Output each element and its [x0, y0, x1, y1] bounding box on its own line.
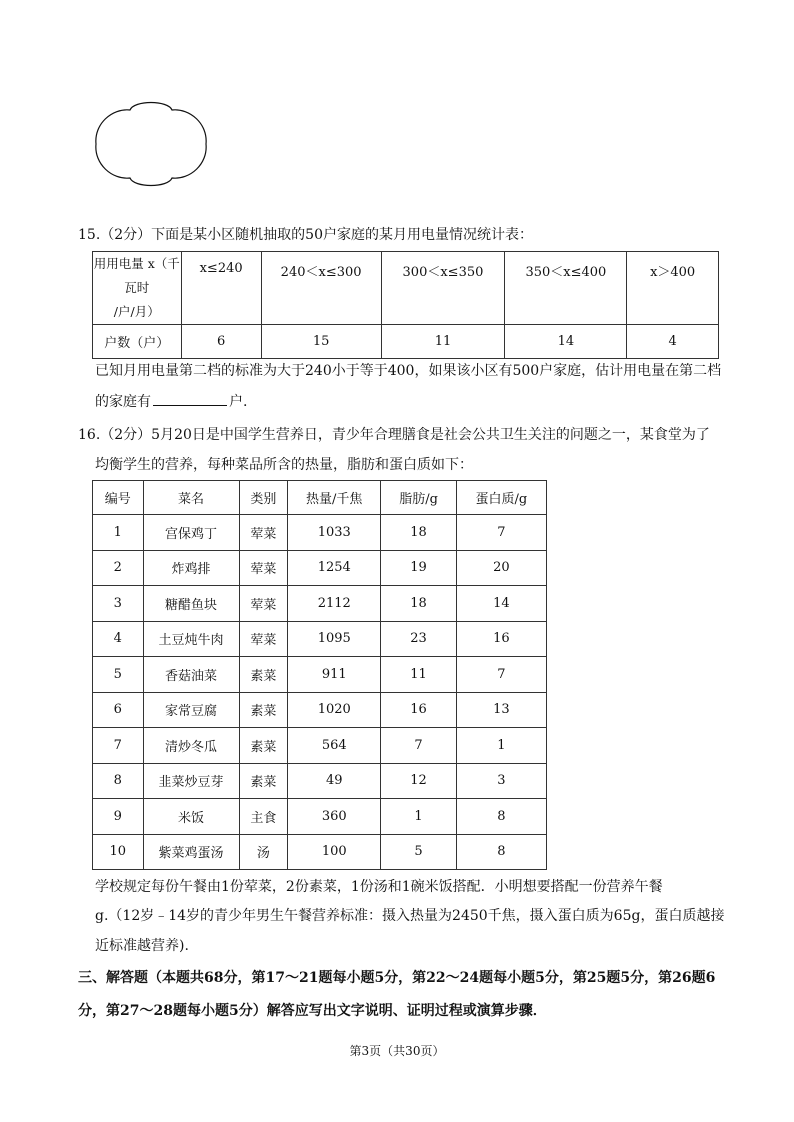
table-cell: 荤菜 — [239, 586, 288, 622]
table-cell: 10 — [93, 834, 144, 870]
page-footer: 第3页（共30页） — [349, 1044, 445, 1058]
table-cell: 1033 — [288, 515, 381, 551]
range-cell: 300＜x≤350 — [381, 252, 505, 325]
header-cell: 菜名 — [143, 481, 239, 515]
table-cell: 11 — [381, 657, 456, 693]
header-cell: 脂肪/g — [381, 481, 456, 515]
table-cell: 1095 — [288, 621, 381, 657]
electricity-table — [92, 251, 719, 359]
count-header: 户数（户） — [93, 325, 182, 359]
table-cell: 1020 — [288, 692, 381, 728]
table-cell: 16 — [456, 621, 546, 657]
table-row — [93, 834, 547, 870]
table-cell: 素菜 — [239, 763, 288, 799]
table-cell: 2 — [93, 550, 144, 586]
table-cell: 清炒冬瓜 — [143, 728, 239, 764]
table-cell: 23 — [381, 621, 456, 657]
table-cell: 5 — [381, 834, 456, 870]
header-cell: 热量/千焦 — [288, 481, 381, 515]
table-cell: 紫菜鸡蛋汤 — [143, 834, 239, 870]
table-cell: 主食 — [239, 799, 288, 835]
table-row — [93, 692, 547, 728]
q15-line1: 已知月用电量第二档的标准为大于240小于等于400，如果该小区有500户家庭，估计用电量在第二档 — [95, 363, 722, 379]
header-cell: 类别 — [239, 481, 288, 515]
table-cell: 4 — [93, 621, 144, 657]
table-cell: 荤菜 — [239, 621, 288, 657]
table-cell: 49 — [288, 763, 381, 799]
table-cell: 8 — [456, 834, 546, 870]
usage-header: 用用电量 x（千瓦时 /户/月） — [93, 252, 182, 325]
count-cell: 11 — [381, 325, 505, 359]
table-cell: 13 — [456, 692, 546, 728]
table-cell: 荤菜 — [239, 515, 288, 551]
table-cell: 3 — [456, 763, 546, 799]
table-cell: 韭菜炒豆芽 — [143, 763, 239, 799]
table-cell: 1 — [456, 728, 546, 764]
table-row — [93, 657, 547, 693]
section3-line2: 分，第27～28题每小题5分）解答应写出文字说明、证明过程或演算步骤． — [78, 1003, 547, 1019]
count-cell: 6 — [181, 325, 261, 359]
table-cell: 16 — [381, 692, 456, 728]
table-cell: 564 — [288, 728, 381, 764]
table-cell: 炸鸡排 — [143, 550, 239, 586]
table-cell: 18 — [381, 515, 456, 551]
table-cell: 12 — [381, 763, 456, 799]
table-cell: 素菜 — [239, 692, 288, 728]
q16-intro-line1: 16.（2分）5月20日是中国学生营养日，青少年合理膳食是社会公共卫生关注的问题之一，某食堂为了 — [78, 427, 710, 443]
table-cell: 8 — [93, 763, 144, 799]
table-row — [93, 763, 547, 799]
table-cell: 7 — [456, 515, 546, 551]
table-row — [93, 621, 547, 657]
table-cell: 6 — [93, 692, 144, 728]
table-cell: 7 — [381, 728, 456, 764]
four-leaf-figure — [90, 98, 212, 190]
table-cell: 7 — [456, 657, 546, 693]
table-cell: 20 — [456, 550, 546, 586]
table-cell: 911 — [288, 657, 381, 693]
table-cell: 5 — [93, 657, 144, 693]
food-table — [92, 480, 547, 870]
table-cell: 素菜 — [239, 728, 288, 764]
q16-after-line1: 学校规定每份午餐由1份荤菜，2份素菜，1份汤和1碗米饭搭配．小明想要搭配一份营养午餐 — [95, 879, 663, 895]
table-cell: 1254 — [288, 550, 381, 586]
table-cell: 素菜 — [239, 657, 288, 693]
table-cell: 18 — [381, 586, 456, 622]
table-cell: 荤菜 — [239, 550, 288, 586]
table-header-row — [93, 481, 547, 515]
table-cell: 7 — [93, 728, 144, 764]
q15-line2: 的家庭有 户. — [95, 391, 247, 412]
table-cell: 2112 — [288, 586, 381, 622]
count-cell: 4 — [627, 325, 719, 359]
table-row — [93, 728, 547, 764]
range-cell: x≤240 — [181, 252, 261, 325]
table-row — [93, 515, 547, 551]
header-cell: 蛋白质/g — [456, 481, 546, 515]
table-cell: 1 — [381, 799, 456, 835]
q16-after-line2: g.（12岁﹣14岁的青少年男生午餐营养标准：摄入热量为2450千焦，摄入蛋白质为65g，蛋白质越接 — [95, 908, 725, 924]
answer-blank[interactable] — [153, 391, 227, 406]
header-cell: 编号 — [93, 481, 144, 515]
range-cell: 350＜x≤400 — [505, 252, 627, 325]
table-row — [93, 799, 547, 835]
table-cell: 3 — [93, 586, 144, 622]
table-cell: 19 — [381, 550, 456, 586]
table-cell: 汤 — [239, 834, 288, 870]
section3-line1: 三、解答题（本题共68分，第17～21题每小题5分，第22～24题每小题5分，第25题5分，第26题6 — [78, 970, 716, 986]
table-cell: 米饭 — [143, 799, 239, 835]
table-cell: 14 — [456, 586, 546, 622]
count-cell: 14 — [505, 325, 627, 359]
table-cell: 宫保鸡丁 — [143, 515, 239, 551]
q16-intro-line2: 均衡学生的营养，每种菜品所含的热量，脂肪和蛋白质如下： — [95, 457, 473, 473]
table-cell: 360 — [288, 799, 381, 835]
table-cell: 100 — [288, 834, 381, 870]
table-cell: 土豆炖牛肉 — [143, 621, 239, 657]
table-cell: 1 — [93, 515, 144, 551]
q16-after-line3: 近标准越营养). — [95, 938, 189, 954]
table-row — [93, 550, 547, 586]
table-cell: 糖醋鱼块 — [143, 586, 239, 622]
table-cell: 家常豆腐 — [143, 692, 239, 728]
table-row — [93, 586, 547, 622]
range-cell: x＞400 — [627, 252, 719, 325]
q15-intro: 15.（2分）下面是某小区随机抽取的50户家庭的某月用电量情况统计表： — [78, 227, 533, 243]
range-cell: 240＜x≤300 — [261, 252, 381, 325]
table-cell: 香菇油菜 — [143, 657, 239, 693]
table-cell: 9 — [93, 799, 144, 835]
table-cell: 8 — [456, 799, 546, 835]
count-cell: 15 — [261, 325, 381, 359]
